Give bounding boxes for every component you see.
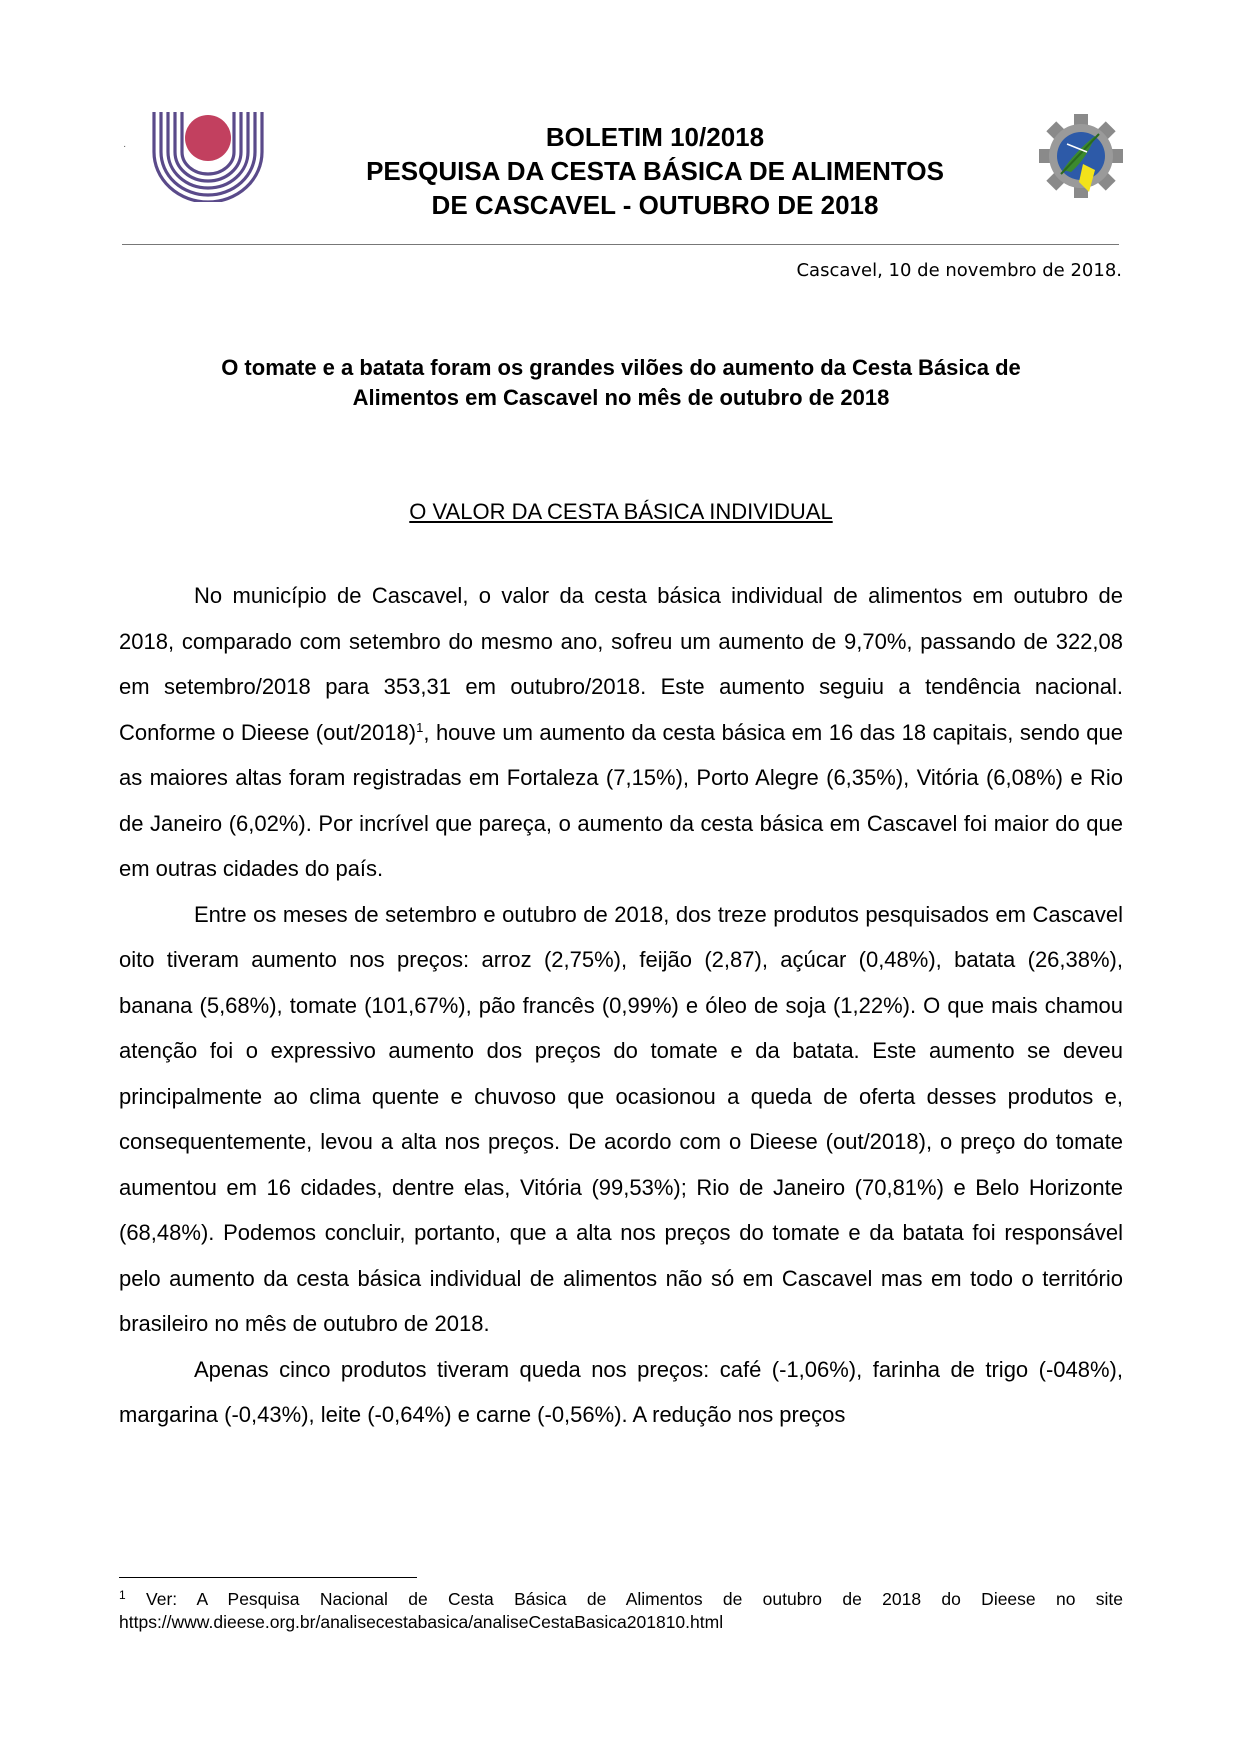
paragraph-3: Apenas cinco produtos tiveram queda nos preços: café (-1,06%), farinha de trigo (-048%), margarina (-0,43%), leite (-0,64%) e carne (-0,56%). A redução nos preços [119, 1356, 1123, 1427]
title-line-2: PESQUISA DA CESTA BÁSICA DE ALIMENTOS [366, 156, 944, 186]
date-line: Cascavel, 10 de novembro de 2018. [796, 260, 1122, 281]
bulletin-title [290, 120, 1020, 222]
subtitle-line-2: Alimentos em Cascavel no mês de outubro de 2018 [352, 385, 890, 410]
subtitle-line-1: O tomate e a batata foram os grandes vilões do aumento da Cesta Básica de [221, 355, 1021, 380]
paragraph-2: Entre os meses de setembro e outubro de 2018, dos treze produtos pesquisados em Cascavel oito tiveram aumento nos preços: arroz (2,75%), feijão (2,87), açúcar (0,48%), batata (26,38%), banana (5,68%), tomate (101,67%), pão francês (0,99%) e óleo de soja (1,22%). O que mais chamou atenção foi o expressivo aumento dos preços do tomate e da batata. Este aumento se deveu principalmente ao clima quente e chuvoso que ocasionou a queda de oferta desses produtos e, consequentemente, levou a alta nos preços. De acordo com o Dieese (out/2018), o preço do tomate aumentou em 16 cidades, dentre elas, Vitória (99,53%); Rio de Janeiro (70,81%) e Belo Horizonte (68,48%). Podemos concluir, portanto, que a alta nos preços do tomate e da batata foi responsável pelo aumento da cesta básica individual de alimentos não só em Cascavel mas em todo o território brasileiro no mês de outubro de 2018. [119, 901, 1123, 1336]
gear-leaf-emblem-icon [1038, 112, 1124, 208]
title-line-3: DE CASCAVEL - OUTUBRO DE 2018 [431, 190, 879, 220]
header-divider [122, 244, 1119, 245]
footnote-reference: 1 [416, 719, 424, 735]
footnote-text: Ver: A Pesquisa Nacional de Cesta Básica de Alimentos de outubro de 2018 do Dieese no site https://www.dieese.org.br/analisecestabasica/analiseCestaBasica201810.html [119, 1589, 1123, 1632]
university-logo-icon [150, 112, 266, 202]
section-heading: O VALOR DA CESTA BÁSICA INDIVIDUAL [409, 499, 833, 524]
title-line-1: BOLETIM 10/2018 [545, 122, 765, 152]
body-text [119, 573, 1123, 1438]
footnote [119, 1588, 1123, 1634]
bulletin-subtitle [150, 353, 1092, 413]
stray-mark: · [123, 141, 127, 152]
paragraph-1-text: No município de Cascavel, o valor da cesta básica individual de alimentos em outubro de 2018, comparado com setembro do mesmo ano, sofreu um aumento de 9,70%, passando de 322,08 em setembro/2018 para 353,31 em outubro/2018. Este aumento seguiu a tendência nacional. Conforme o Dieese (out/2018) [119, 583, 1123, 745]
footnote-number: 1 [119, 1588, 126, 1602]
paragraph-1-continuation: , houve um aumento da cesta básica em 16 das 18 capitais, sendo que as maiores altas foram registradas em Fortaleza (7,15%), Porto Alegre (6,35%), Vitória (6,08%) e Rio de Janeiro (6,02%). Por incrível que pareça, o aumento da cesta básica em Cascavel foi maior do que em outras cidades do país. [119, 719, 1123, 881]
paragraph-1 [119, 573, 1123, 892]
footnote-separator [119, 1577, 417, 1578]
